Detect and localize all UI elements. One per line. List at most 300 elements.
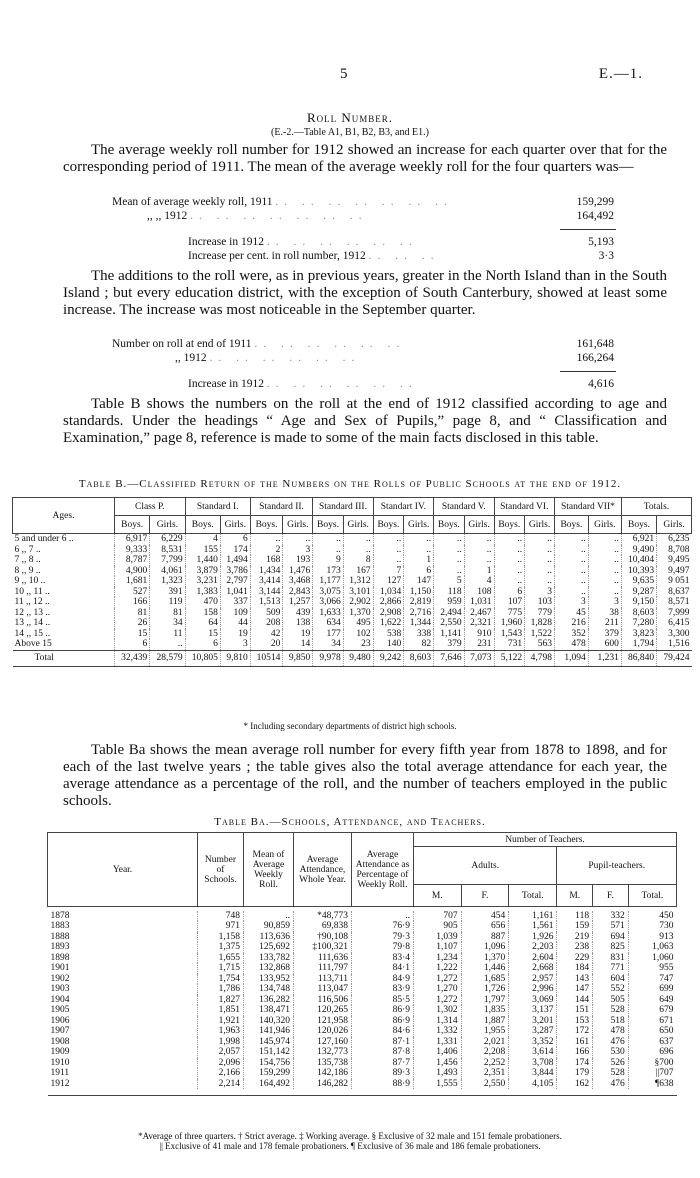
age-cell: 7 ,, 8 .. bbox=[14, 555, 41, 565]
value-cell: .. bbox=[588, 566, 621, 577]
value-cell: 111,797 bbox=[294, 963, 352, 974]
value-cell: 135,738 bbox=[294, 1058, 352, 1069]
value-cell: 2,096 bbox=[198, 1058, 244, 1069]
value-cell: 84·9 bbox=[352, 974, 414, 985]
table-row bbox=[48, 1026, 677, 1037]
page-number: 5 bbox=[340, 66, 348, 82]
value-cell: 44 bbox=[220, 618, 250, 629]
value-cell: 136,282 bbox=[244, 995, 294, 1006]
age-cell: 5 and under 6 .. bbox=[14, 534, 74, 544]
boys-header: Boys. bbox=[250, 516, 283, 534]
value-cell: 86·9 bbox=[352, 1016, 414, 1027]
value-cell: 231 bbox=[464, 639, 494, 650]
value-cell: 1,921 bbox=[198, 1016, 244, 1027]
value-cell: 1,561 bbox=[509, 921, 557, 932]
value-cell: 143 bbox=[557, 974, 593, 985]
value-cell: 3,414 bbox=[250, 576, 283, 587]
value-cell: 138,471 bbox=[244, 1005, 294, 1016]
table-row bbox=[13, 608, 692, 619]
table-ba-title: Table Ba.—Schools, Attendance, and Teachers. bbox=[214, 816, 486, 828]
value-cell: 127 bbox=[373, 576, 404, 587]
value-cell: 167 bbox=[343, 566, 373, 577]
total-cell: 7,646 bbox=[434, 650, 465, 666]
value-cell: 379 bbox=[434, 639, 465, 650]
value-cell: .. bbox=[434, 566, 465, 577]
table-row bbox=[48, 1037, 677, 1048]
value-cell: .. bbox=[373, 534, 404, 545]
total-cell: 8,603 bbox=[404, 650, 434, 666]
value-cell: 121,958 bbox=[294, 1016, 352, 1027]
value-cell: 1,314 bbox=[414, 1016, 462, 1027]
table-row bbox=[13, 639, 692, 650]
table-row bbox=[48, 1058, 677, 1069]
value-cell: 2,716 bbox=[404, 608, 434, 619]
value-cell: .. bbox=[404, 534, 434, 545]
value-cell: 1,955 bbox=[461, 1026, 509, 1037]
value-cell: 1 bbox=[404, 555, 434, 566]
value-cell: 151,142 bbox=[244, 1047, 294, 1058]
girls-header: Girls. bbox=[220, 516, 250, 534]
value-cell: 9,497 bbox=[657, 566, 692, 577]
value-cell: 8,637 bbox=[657, 587, 692, 598]
value-cell: 913 bbox=[628, 932, 676, 943]
value-cell: 166 bbox=[115, 597, 150, 608]
table-row bbox=[13, 618, 692, 629]
value-cell: 1,786 bbox=[198, 984, 244, 995]
value-cell: 161 bbox=[557, 1037, 593, 1048]
value-cell: 45 bbox=[555, 608, 589, 619]
value-cell: 140,320 bbox=[244, 1016, 294, 1027]
value-cell: 2,252 bbox=[461, 1058, 509, 1069]
value-cell: 699 bbox=[628, 984, 676, 995]
end-1912-label: ,, 1912 .. .. .. .. .. .. bbox=[175, 352, 361, 364]
value-cell: 9 051 bbox=[657, 576, 692, 587]
value-cell: .. bbox=[588, 587, 621, 598]
value-cell: 216 bbox=[555, 618, 589, 629]
value-cell: .. bbox=[494, 545, 525, 556]
total-cell: 32,439 bbox=[115, 650, 150, 666]
value-cell: 8 bbox=[343, 555, 373, 566]
paragraph-4: Table Ba shows the mean average roll number for every fifth year from 1878 to 1898, and for each of the last twelve years ; the table gives also the total average attendance for each year, the average attendance as a percentage of the roll, and the number of teachers employed in the public schools. bbox=[63, 742, 667, 809]
value-cell: 2,604 bbox=[509, 953, 557, 964]
value-cell: 132,868 bbox=[244, 963, 294, 974]
paragraph-2: The additions to the roll were, as in previous years, greater in the North Island than in the South Island ; but every education district, with the exception of South Canterbury, showed at least some increase. The increase was most noticeable in the September quarter. bbox=[63, 268, 667, 318]
group-header: Class P. bbox=[115, 498, 186, 516]
value-cell: 1,685 bbox=[461, 974, 509, 985]
value-cell: 2,550 bbox=[434, 618, 465, 629]
value-cell: 887 bbox=[461, 932, 509, 943]
age-cell: 6 ,, 7 .. bbox=[14, 544, 41, 555]
value-cell: .. bbox=[494, 534, 525, 545]
value-cell: 1,633 bbox=[313, 608, 344, 619]
table-row bbox=[48, 984, 677, 995]
value-cell: 6,415 bbox=[657, 618, 692, 629]
girls-header: Girls. bbox=[525, 516, 555, 534]
value-cell: 707 bbox=[414, 911, 462, 922]
increase2-value: 4,616 bbox=[588, 378, 614, 390]
table-ba bbox=[47, 832, 677, 1096]
value-cell: 155 bbox=[185, 545, 220, 556]
value-cell: 3 bbox=[588, 597, 621, 608]
value-cell: 144 bbox=[557, 995, 593, 1006]
value-cell: 83·4 bbox=[352, 953, 414, 964]
table-row bbox=[13, 587, 692, 598]
value-cell: 454 bbox=[461, 911, 509, 922]
value-cell: 2,467 bbox=[464, 608, 494, 619]
value-cell: 6,229 bbox=[150, 534, 185, 545]
table-row bbox=[48, 963, 677, 974]
value-cell: 174 bbox=[557, 1058, 593, 1069]
value-cell: 172 bbox=[557, 1026, 593, 1037]
value-cell: 2,321 bbox=[464, 618, 494, 629]
value-cell: 600 bbox=[588, 639, 621, 650]
value-cell: 125,692 bbox=[244, 942, 294, 953]
value-cell: 1,476 bbox=[283, 566, 313, 577]
value-cell: 19 bbox=[283, 629, 313, 640]
value-cell: 694 bbox=[593, 932, 629, 943]
value-cell: 11 bbox=[150, 629, 185, 640]
value-cell: 42 bbox=[250, 629, 283, 640]
value-cell: 2,843 bbox=[283, 587, 313, 598]
girls-header: Girls. bbox=[588, 516, 621, 534]
value-cell: 23 bbox=[343, 639, 373, 650]
value-cell: 528 bbox=[593, 1005, 629, 1016]
value-cell: .. bbox=[588, 534, 621, 545]
value-cell: 1,715 bbox=[198, 963, 244, 974]
pct-label: Increase per cent. in roll number, 1912 .. .. .. bbox=[188, 250, 440, 262]
value-cell: 1,555 bbox=[414, 1079, 462, 1090]
value-cell: 1 bbox=[464, 566, 494, 577]
value-cell: 527 bbox=[115, 587, 150, 598]
value-cell: 229 bbox=[557, 953, 593, 964]
value-cell: 3,708 bbox=[509, 1058, 557, 1069]
value-cell: 162 bbox=[557, 1079, 593, 1090]
value-cell: 9,333 bbox=[115, 545, 150, 556]
value-cell: 147 bbox=[404, 576, 434, 587]
total-label: Total bbox=[13, 650, 115, 666]
value-cell: 146,282 bbox=[294, 1079, 352, 1090]
value-cell: 696 bbox=[628, 1047, 676, 1058]
table-row bbox=[48, 932, 677, 943]
value-cell: 7,799 bbox=[150, 555, 185, 566]
value-cell: .. bbox=[555, 555, 589, 566]
sum-rule-2 bbox=[560, 371, 616, 372]
value-cell: 478 bbox=[593, 1026, 629, 1037]
value-cell: 1,158 bbox=[198, 932, 244, 943]
value-cell: 1,543 bbox=[494, 629, 525, 640]
value-cell: .. bbox=[525, 545, 555, 556]
value-cell: 9,287 bbox=[621, 587, 656, 598]
value-cell: .. bbox=[373, 545, 404, 556]
value-cell: 208 bbox=[250, 618, 283, 629]
value-cell: 177 bbox=[313, 629, 344, 640]
value-cell: 34 bbox=[150, 618, 185, 629]
table-row bbox=[48, 1079, 677, 1090]
value-cell: .. bbox=[313, 534, 344, 545]
col-ages: Ages. bbox=[13, 498, 115, 534]
value-cell: 14 bbox=[283, 639, 313, 650]
year-cell: 1883 bbox=[50, 921, 70, 931]
value-cell: 478 bbox=[555, 639, 589, 650]
value-cell: 1,494 bbox=[220, 555, 250, 566]
value-cell: 332 bbox=[593, 911, 629, 922]
value-cell: 3,786 bbox=[220, 566, 250, 577]
value-cell: 1,161 bbox=[509, 911, 557, 922]
total-cell: 1,231 bbox=[588, 650, 621, 666]
girls-header: Girls. bbox=[343, 516, 373, 534]
value-cell: 153 bbox=[557, 1016, 593, 1027]
value-cell: 730 bbox=[628, 921, 676, 932]
value-cell: 4,061 bbox=[150, 566, 185, 577]
value-cell: 3,823 bbox=[621, 629, 656, 640]
value-cell: 87·8 bbox=[352, 1047, 414, 1058]
total-cell: 9,978 bbox=[313, 650, 344, 666]
value-cell: 1,270 bbox=[414, 984, 462, 995]
value-cell: 2,797 bbox=[220, 576, 250, 587]
group-header: Standard VII* bbox=[555, 498, 622, 516]
value-cell: 1,150 bbox=[404, 587, 434, 598]
value-cell: 116,506 bbox=[294, 995, 352, 1006]
value-cell: 1,323 bbox=[150, 576, 185, 587]
table-row bbox=[13, 576, 692, 587]
value-cell: .. bbox=[343, 545, 373, 556]
value-cell: 1,440 bbox=[185, 555, 220, 566]
value-cell: 111,636 bbox=[294, 953, 352, 964]
value-cell: 81 bbox=[150, 608, 185, 619]
value-cell: 1,794 bbox=[621, 639, 656, 650]
value-cell: 476 bbox=[593, 1037, 629, 1048]
value-cell: 108 bbox=[464, 587, 494, 598]
boys-header: Boys. bbox=[494, 516, 525, 534]
table-row bbox=[48, 953, 677, 964]
value-cell: 2,214 bbox=[198, 1079, 244, 1090]
age-cell: 12 ,, 13 .. bbox=[14, 607, 51, 618]
value-cell: 118 bbox=[557, 911, 593, 922]
value-cell: 476 bbox=[593, 1079, 629, 1090]
value-cell: .. bbox=[464, 555, 494, 566]
table-row bbox=[48, 995, 677, 1006]
table-row bbox=[13, 597, 692, 608]
value-cell: 84·6 bbox=[352, 1026, 414, 1037]
value-cell: 1,960 bbox=[494, 618, 525, 629]
value-cell: 5 bbox=[434, 576, 465, 587]
table-row bbox=[48, 1047, 677, 1058]
col-pupil-teachers: Pupil-teachers. bbox=[557, 847, 677, 885]
value-cell: 2,902 bbox=[343, 597, 373, 608]
value-cell: 6 bbox=[494, 587, 525, 598]
value-cell: 1,446 bbox=[461, 963, 509, 974]
value-cell: 338 bbox=[404, 629, 434, 640]
value-cell: 103 bbox=[525, 597, 555, 608]
value-cell: 8,531 bbox=[150, 545, 185, 556]
value-cell: 747 bbox=[628, 974, 676, 985]
value-cell: 84·1 bbox=[352, 963, 414, 974]
year-cell: 1905 bbox=[50, 1005, 70, 1015]
year-cell: 1878 bbox=[50, 910, 70, 921]
value-cell: 132,773 bbox=[294, 1047, 352, 1058]
table-row bbox=[13, 555, 692, 566]
value-cell: 1,312 bbox=[343, 576, 373, 587]
value-cell: 6 bbox=[115, 639, 150, 650]
value-cell: 1,522 bbox=[525, 629, 555, 640]
value-cell: 1,797 bbox=[461, 995, 509, 1006]
total-cell: 10,805 bbox=[185, 650, 220, 666]
value-cell: 179 bbox=[557, 1068, 593, 1079]
value-cell: 119 bbox=[150, 597, 185, 608]
end-1911-value: 161,648 bbox=[576, 338, 614, 350]
value-cell: 4 bbox=[185, 534, 220, 545]
value-cell: 1,041 bbox=[220, 587, 250, 598]
boys-header: Boys. bbox=[555, 516, 589, 534]
value-cell: .. bbox=[525, 534, 555, 545]
value-cell: .. bbox=[588, 545, 621, 556]
value-cell: 113,047 bbox=[294, 984, 352, 995]
girls-header: Girls. bbox=[283, 516, 313, 534]
value-cell: .. bbox=[525, 566, 555, 577]
value-cell: 2,203 bbox=[509, 942, 557, 953]
value-cell: 1,141 bbox=[434, 629, 465, 640]
bottom-row bbox=[48, 1089, 677, 1095]
value-cell: 679 bbox=[628, 1005, 676, 1016]
value-cell: 3,069 bbox=[509, 995, 557, 1006]
value-cell: 1,344 bbox=[404, 618, 434, 629]
value-cell: 9,635 bbox=[621, 576, 656, 587]
value-cell: 102 bbox=[343, 629, 373, 640]
table-row bbox=[13, 566, 692, 577]
value-cell: .. bbox=[555, 576, 589, 587]
value-cell: 6,921 bbox=[621, 534, 656, 545]
value-cell: 505 bbox=[593, 995, 629, 1006]
age-cell: Above 15 bbox=[14, 639, 52, 649]
year-cell: 1912 bbox=[50, 1078, 70, 1089]
value-cell: §700 bbox=[628, 1058, 676, 1069]
value-cell: 3,075 bbox=[313, 587, 344, 598]
year-cell: 1908 bbox=[50, 1036, 70, 1047]
value-cell: 120,026 bbox=[294, 1026, 352, 1037]
col-f: F. bbox=[593, 885, 629, 907]
total-cell: 4,798 bbox=[525, 650, 555, 666]
value-cell: 219 bbox=[557, 932, 593, 943]
value-cell: 2,166 bbox=[198, 1068, 244, 1079]
value-cell: 637 bbox=[628, 1037, 676, 1048]
value-cell: .. bbox=[343, 534, 373, 545]
value-cell: 166 bbox=[557, 1047, 593, 1058]
footnote-line-2: || Exclusive of 41 male and 178 female probationers. ¶ Exclusive of 36 male and 186 female probationers. bbox=[159, 1141, 541, 1151]
value-cell: 154,756 bbox=[244, 1058, 294, 1069]
value-cell: 64 bbox=[185, 618, 220, 629]
boys-header: Boys. bbox=[621, 516, 656, 534]
value-cell: 174 bbox=[220, 545, 250, 556]
value-cell: 1,726 bbox=[461, 984, 509, 995]
value-cell: 1,835 bbox=[461, 1005, 509, 1016]
age-cell: 9 ,, 10 .. bbox=[14, 576, 46, 586]
value-cell: 7,999 bbox=[657, 608, 692, 619]
value-cell: 76·9 bbox=[352, 921, 414, 932]
value-cell: 1,031 bbox=[464, 597, 494, 608]
total-cell: 9,850 bbox=[283, 650, 313, 666]
value-cell: 1,828 bbox=[525, 618, 555, 629]
value-cell: 3 bbox=[283, 545, 313, 556]
value-cell: 133,782 bbox=[244, 953, 294, 964]
value-cell: 141,946 bbox=[244, 1026, 294, 1037]
section-title: Roll Number. bbox=[306, 110, 394, 125]
age-cell: 11 ,, 12 .. bbox=[14, 597, 50, 607]
girls-header: Girls. bbox=[150, 516, 185, 534]
value-cell: 905 bbox=[414, 921, 462, 932]
value-cell: .. bbox=[434, 555, 465, 566]
value-cell: 85·5 bbox=[352, 995, 414, 1006]
boys-header: Boys. bbox=[373, 516, 404, 534]
value-cell: 9,490 bbox=[621, 545, 656, 556]
value-cell: 6 bbox=[185, 639, 220, 650]
value-cell: 3,066 bbox=[313, 597, 344, 608]
value-cell: .. bbox=[555, 587, 589, 598]
col-teachers: Number of Teachers. bbox=[414, 833, 677, 847]
value-cell: 1,375 bbox=[198, 942, 244, 953]
value-cell: .. bbox=[434, 545, 465, 556]
value-cell: 127,160 bbox=[294, 1037, 352, 1048]
value-cell: 1,406 bbox=[414, 1047, 462, 1058]
value-cell: 3 bbox=[555, 597, 589, 608]
table-row bbox=[48, 942, 677, 953]
year-cell: 1893 bbox=[50, 942, 70, 952]
value-cell: 2,021 bbox=[461, 1037, 509, 1048]
value-cell: 15 bbox=[115, 629, 150, 640]
age-cell: 8 ,, 9 .. bbox=[14, 565, 41, 576]
value-cell: 1,096 bbox=[461, 942, 509, 953]
col-total: Total. bbox=[628, 885, 676, 907]
value-cell: 10,404 bbox=[621, 555, 656, 566]
value-cell: 9,495 bbox=[657, 555, 692, 566]
value-cell: 1,655 bbox=[198, 953, 244, 964]
table-b bbox=[12, 497, 692, 667]
value-cell: 571 bbox=[593, 921, 629, 932]
value-cell: 1,851 bbox=[198, 1005, 244, 1016]
value-cell: 1,370 bbox=[461, 953, 509, 964]
value-cell: 81 bbox=[115, 608, 150, 619]
value-cell: 779 bbox=[525, 608, 555, 619]
girls-header: Girls. bbox=[464, 516, 494, 534]
value-cell: 3,101 bbox=[343, 587, 373, 598]
value-cell: 26 bbox=[115, 618, 150, 629]
value-cell: .. bbox=[464, 534, 494, 545]
year-cell: 1901 bbox=[50, 963, 70, 973]
value-cell: 2,866 bbox=[373, 597, 404, 608]
value-cell: 6,235 bbox=[657, 534, 692, 545]
value-cell: 159 bbox=[557, 921, 593, 932]
value-cell: 90,859 bbox=[244, 921, 294, 932]
value-cell: 145,974 bbox=[244, 1037, 294, 1048]
value-cell: 518 bbox=[593, 1016, 629, 1027]
total-cell: 1,094 bbox=[555, 650, 589, 666]
value-cell: 1,383 bbox=[185, 587, 220, 598]
col-adults: Adults. bbox=[414, 847, 557, 885]
col-schools: Number of Schools. bbox=[198, 833, 244, 907]
boys-header: Boys. bbox=[185, 516, 220, 534]
value-cell: 337 bbox=[220, 597, 250, 608]
value-cell: 656 bbox=[461, 921, 509, 932]
col-m: M. bbox=[414, 885, 462, 907]
age-cell: 13 ,, 14 .. bbox=[14, 618, 51, 628]
value-cell: 38 bbox=[588, 608, 621, 619]
value-cell: 1,827 bbox=[198, 995, 244, 1006]
value-cell: 1,177 bbox=[313, 576, 344, 587]
value-cell: 89·3 bbox=[352, 1068, 414, 1079]
value-cell: 133,952 bbox=[244, 974, 294, 985]
value-cell: 211 bbox=[588, 618, 621, 629]
increase2-label: Increase in 1912 .. .. .. .. .. .. bbox=[188, 378, 418, 390]
table-row bbox=[48, 911, 677, 922]
